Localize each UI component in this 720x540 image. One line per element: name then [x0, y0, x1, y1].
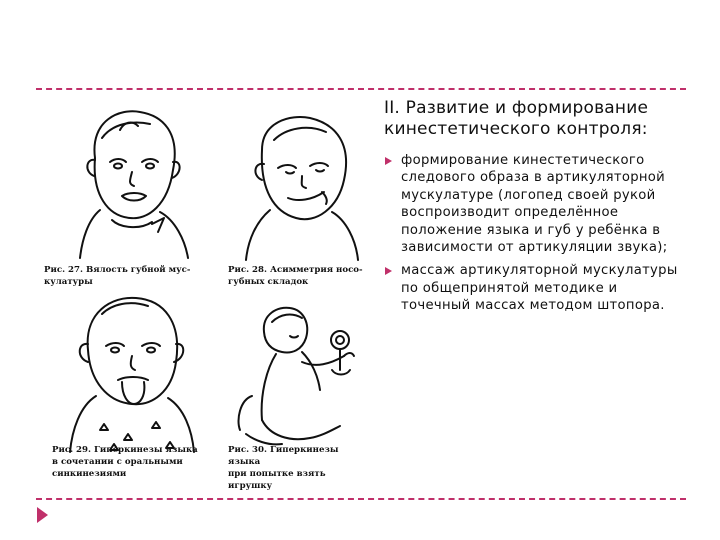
bottom-dashed-divider [36, 498, 686, 500]
caption-line: Рис. 27. Вялость губной мус- [44, 265, 191, 275]
caption-line: Рис. 28. Асимметрия носо- [228, 265, 363, 275]
top-dashed-divider [36, 88, 686, 90]
figure-30-caption [228, 444, 366, 492]
figure-28-drawing [246, 117, 358, 260]
bullet-text: формирование кинестетического следового образа в артикуляторной мускулатуре (логопед своей рукой воспроизводит определённое положение языка и губ у ребёнка в зависимости от артикуляции звука); [401, 153, 668, 256]
bullet-item [384, 262, 684, 314]
figure-29-caption [52, 444, 198, 480]
figure-28-caption [228, 264, 363, 288]
slide-heading: II. Развитие и формирование кинестетического контроля: [384, 98, 649, 139]
caption-line: губных складок [228, 277, 309, 287]
bullet-text: массаж артикуляторной мускулатуры по общепринятой методике и точечный массах методом штопора. [401, 263, 678, 314]
figure-30-drawing [239, 308, 355, 445]
figure-29-drawing [70, 298, 194, 452]
illustrations [40, 100, 366, 492]
caption-line: в сочетании с оральными [52, 457, 183, 467]
triangle-bullet-icon [385, 267, 392, 275]
triangle-bullet-icon [385, 157, 392, 165]
text-content [384, 98, 684, 321]
figure-panel [40, 100, 366, 492]
caption-line: при попытке взять игрушку [228, 469, 326, 491]
caption-line: Рис. 30. Гиперкинезы языка [228, 445, 339, 467]
bullet-list [384, 152, 684, 315]
caption-line: синкинезиями [52, 469, 127, 479]
figure-27-caption [44, 264, 190, 288]
bullet-item [384, 152, 684, 256]
caption-line: кулатуры [44, 277, 93, 287]
caption-line: Рис. 29. Гиперкинезы языка [52, 445, 198, 455]
figure-27-drawing [80, 111, 188, 258]
corner-arrow-icon [37, 507, 48, 523]
